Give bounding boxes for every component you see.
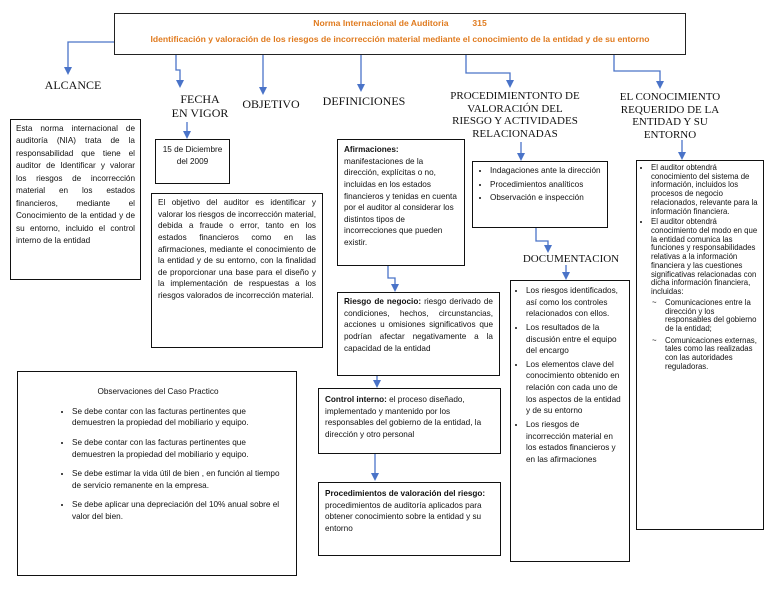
title-line1: Norma Internacional de Auditoria 315 <box>313 18 487 28</box>
documentacion-item: • Los elementos clave del conocimiento obtenido en relación con cada uno de los aspectos de la entidad y de su entorno <box>526 359 625 417</box>
riesgo-text: riesgo derivado de condiciones, hechos, circunstancias, acciones u omisiones significativos que podrían afectar negativamente a la capacidad de la entidad <box>344 297 493 353</box>
observacion-item: • Se debe contar con las facturas pertinentes que demuestren la propiedad del mobiliario y equipo. <box>72 406 288 429</box>
afirmaciones-text: manifestaciones de la dirección, explícitas o no, incluidas en los estados financieros y tenidas en cuenta por el auditor al considerar los distintos tipos de incorrecciones que pueden existir. <box>344 156 457 248</box>
observacion-item: • Se debe aplicar una depreciación del 10% anual sobre el valor del bien. <box>72 499 288 522</box>
heading-conocimiento: EL CONOCIMIENTO REQUERIDO DE LA ENTIDAD Y SU ENTORNO <box>619 91 721 141</box>
control-text: el proceso diseñado, implementado y mantenido por los responsables del gobierno de la entidad, la dirección y otro personal <box>325 395 482 439</box>
objetivo-box <box>151 193 323 348</box>
conocimiento-item: • El auditor obtendrá conocimiento del modo en que la entidad comunica las funciones y responsabilidades relativas a la información financiera y las cuestiones significativas relacionadas con dicha información financiera, incluidas: <box>651 218 760 296</box>
procedimientos-valoracion-box <box>318 482 501 556</box>
connector-procedimiento <box>466 55 510 86</box>
heading-definiciones: DEFINICIONES <box>322 94 406 108</box>
alcance-text: Esta norma internacional de auditoría (NIA) trata de la responsabilidad que tiene el auditor de Identificar y valorar los riesgos de incorrección material en los estados financieros, mediante el Conocimiento de la entidad y de su entorno, incluido el control interno de la entidad <box>16 124 135 246</box>
observaciones-title: Observaciones del Caso Practico <box>97 387 219 396</box>
procedimiento-box <box>472 161 608 228</box>
documentacion-item: • Los riesgos de incorrección material en los estados financieros y en las afirmaciones <box>526 419 625 466</box>
heading-procedimiento: PROCEDIMIENTONTO DE VALORACIÓN DEL RIESGO Y ACTIVIDADES RELACIONADAS <box>450 90 580 140</box>
connector-documentacion <box>536 228 548 251</box>
control-title: Control interno: <box>325 395 387 404</box>
heading-documentacion: DOCUMENTACION <box>522 253 620 265</box>
riesgo-negocio-box <box>337 292 500 376</box>
procval-text: procedimientos de auditoría aplicados para obtener conocimiento sobre la entidad y su entorno <box>325 500 482 533</box>
observaciones-list <box>28 406 288 523</box>
riesgo-title: Riesgo de negocio: <box>344 297 422 306</box>
procedimiento-item: • Procedimientos analíticos <box>490 179 603 191</box>
procedimiento-item: • Indagaciones ante la dirección <box>490 165 603 177</box>
documentacion-list <box>513 285 625 466</box>
fecha-text: 15 de Diciembre del 2009 <box>162 145 223 166</box>
connector-conocimiento <box>614 55 660 87</box>
documentacion-item: • Los resultados de la discusión entre el equipo del encargo <box>526 322 625 357</box>
procedimiento-list <box>477 165 603 204</box>
connector-alcance <box>68 42 114 73</box>
conocimiento-subitem: ~ Comunicaciones entre la dirección y los responsables del gobierno de la entidad; <box>665 299 760 334</box>
title-line2: Identificación y valoración de los riesgos de incorrección material mediante el conocimiento de la entidad y de su entorno <box>150 34 650 45</box>
observacion-item: • Se debe contar con las facturas pertinentes que demuestren la propiedad del mobiliario y equipo. <box>72 437 288 460</box>
conocimiento-list <box>639 164 760 297</box>
documentacion-item: • Los riesgos identificados, así como los controles relacionados con ellos. <box>526 285 625 320</box>
afirmaciones-title: Afirmaciones: <box>344 145 399 154</box>
heading-alcance: ALCANCE <box>44 78 102 92</box>
conocimiento-item: • El auditor obtendrá conocimiento del sistema de información, incluidos los procesos de negocio relacionados, relevante para la información financiera. <box>651 164 760 216</box>
conocimiento-sublist <box>639 299 760 372</box>
conocimiento-box <box>636 160 764 530</box>
alcance-box <box>10 119 141 280</box>
observacion-item: • Se debe estimar la vida útil de bien , en función al tiempo de servicio remanente en la empresa. <box>72 468 288 491</box>
title-box <box>114 13 686 55</box>
observaciones-box <box>17 371 297 576</box>
documentacion-box <box>510 280 630 562</box>
connector-fecha <box>176 55 180 86</box>
heading-fecha: FECHA EN VIGOR <box>171 92 229 120</box>
fecha-box <box>155 139 230 184</box>
heading-objetivo: OBJETIVO <box>242 97 300 111</box>
afirmaciones-box <box>337 139 465 266</box>
connector-def-riesgo <box>388 263 395 290</box>
procval-title: Procedimientos de valoración del riesgo: <box>325 489 486 498</box>
conocimiento-subitem: ~ Comunicaciones externas, tales como las realizadas con las autoridades reguladoras. <box>665 337 760 372</box>
procedimiento-item: • Observación e inspección <box>490 192 603 204</box>
objetivo-text: El objetivo del auditor es identificar y valorar los riesgos de incorrección material, debida a fraude o error, tanto en los estados financieros como en las afirmaciones, mediante el conocimiento de la entidad y de su entorno, con la finalidad de proporcionar una base para el diseño y la implementación de respuestas a los riesgos valorados de incorrección material. <box>158 198 316 301</box>
control-interno-box <box>318 388 501 454</box>
